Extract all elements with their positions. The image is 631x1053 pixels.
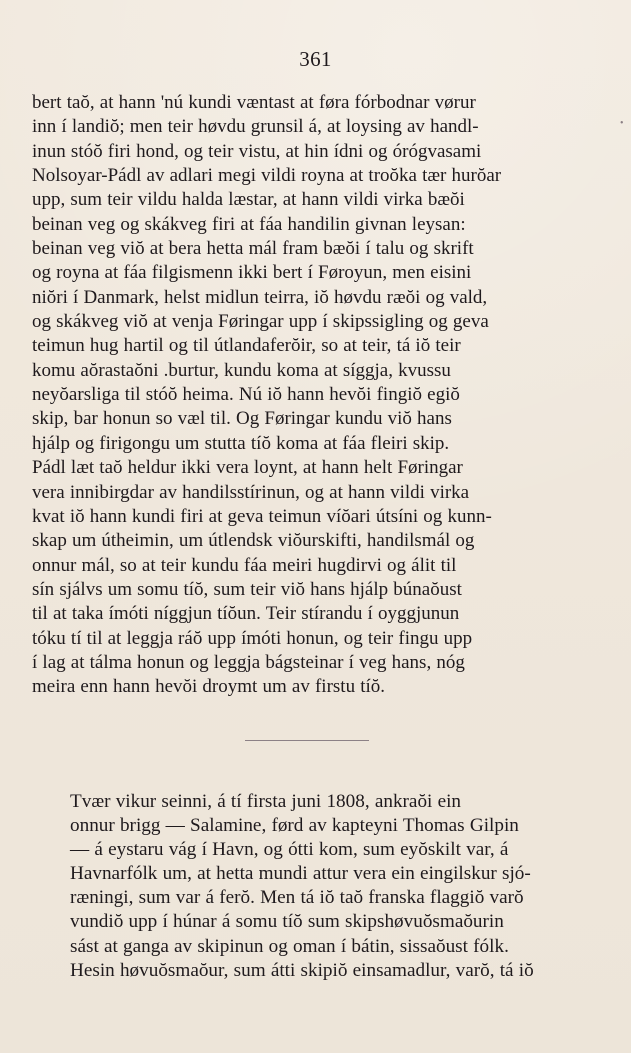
paragraph-2-line-7: sást at ganga av skipinun og oman í bátin, sissaŏust fólk.	[70, 935, 509, 957]
paragraph-1-line-24: í lag at tálma honun og leggja bágsteinar í veg hans, nóg	[32, 651, 465, 673]
paragraph-1-line-21: sín sjálvs um somu tíŏ, sum teir viŏ hans hjálp búnaŏust	[32, 578, 462, 600]
paragraph-1-line-4: Nolsoyar-Pádl av adlari megi vildi royna at troŏka tær hurŏar	[32, 165, 502, 187]
paragraph-1-line-15: hjálp og firigongu um stutta tíŏ koma at fáa fleiri skip.	[32, 432, 450, 454]
paragraph-1-line-18: kvat iŏ hann kundi firi at geva teimun víŏari útsíni og kunn-	[32, 505, 492, 527]
paragraph-2-line-8: Hesin høvuŏsmaŏur, sum átti skipiŏ einsamadlur, varŏ, tá iŏ	[70, 959, 534, 981]
paragraph-1-line-19: skap um útheimin, um útlendsk viŏurskifti, handilsmál og	[32, 530, 475, 552]
paragraph-1-line-17: vera innibirgdar av handilsstírinun, og at hann vildi virka	[32, 481, 470, 503]
paragraph-2-line-3: — á eystaru vág í Havn, og ótti kom, sum eyŏskilt var, á	[70, 839, 509, 861]
paragraph-1-line-20: onnur mál, so at teir kundu fáa meiri hugdirvi og álit til	[32, 554, 457, 576]
paragraph-1-line-23: tóku tí til at leggja ráŏ upp ímóti honun, og teir fingu upp	[32, 627, 473, 649]
paragraph-1-line-3: inun stóŏ firi hond, og teir vistu, at hin ídni og órógvasami	[32, 140, 482, 162]
paragraph-1-line-14: skip, bar honun so væl til. Og Føringar kundu viŏ hans	[32, 408, 452, 430]
section-divider	[245, 740, 369, 741]
paragraph-1-line-10: og skákveg viŏ at venja Føringar upp í skipssigling og geva	[32, 311, 489, 333]
margin-speck: •	[620, 118, 624, 129]
paragraph-2-line-6: vundiŏ upp í húnar á somu tíŏ sum skipshøvuŏsmaŏurin	[70, 911, 504, 933]
paragraph-1	[32, 91, 556, 700]
paragraph-2-line-1: Tvær vikur seinni, á tí firsta juni 1808, ankraŏi ein	[70, 791, 462, 812]
paragraph-1-line-25: meira enn hann hevŏi droymt um av firstu tíŏ.	[32, 676, 386, 698]
paragraph-1-line-6: beinan veg og skákveg firi at fáa handilin givnan leysan:	[32, 213, 466, 235]
paragraph-2-line-2: onnur brigg — Salamine, førd av kapteyni Thomas Gilpin	[70, 815, 519, 837]
paragraph-1-line-9: niŏri í Danmark, helst midlun teirra, iŏ høvdu ræŏi og vald,	[32, 286, 488, 308]
paragraph-2-line-5: ræningi, sum var á ferŏ. Men tá iŏ taŏ franska flaggiŏ varŏ	[70, 887, 524, 909]
paragraph-1-line-13: neyŏarsliga til stóŏ heima. Nú iŏ hann hevŏi fingiŏ egiŏ	[32, 384, 460, 406]
paragraph-1-line-8: og royna at fáa filgismenn ikki bert í Føroyun, men eisini	[32, 262, 472, 284]
paragraph-2-line-4: Havnarfólk um, at hetta mundi attur vera ein eingilskur sjó-	[70, 863, 531, 885]
paragraph-1-line-1: bert taŏ, at hann 'nú kundi væntast at føra fórbodnar vørur	[32, 92, 476, 113]
paragraph-2	[32, 790, 556, 983]
paragraph-1-line-5: upp, sum teir vildu halda læstar, at hann vildi virka bæŏi	[32, 189, 465, 211]
paragraph-1-line-11: teimun hug hartil og til útlandaferŏir, so at teir, tá iŏ teir	[32, 335, 461, 357]
page-number: 361	[299, 47, 332, 71]
paragraph-1-line-16: Pádl læt taŏ heldur ikki vera loynt, at hann helt Føringar	[32, 457, 463, 479]
paragraph-1-line-12: komu aŏrastaŏni .burtur, kundu koma at síggja, kvussu	[32, 359, 451, 381]
paragraph-1-line-7: beinan veg viŏ at bera hetta mál fram bæŏi í talu og skrift	[32, 238, 474, 260]
paragraph-1-line-22: til at taka ímóti níggjun tíŏun. Teir stírandu í oyggjunun	[32, 603, 460, 625]
paragraph-1-line-2: inn í landiŏ; men teir høvdu grunsil á, at loysing av handl-	[32, 116, 479, 138]
